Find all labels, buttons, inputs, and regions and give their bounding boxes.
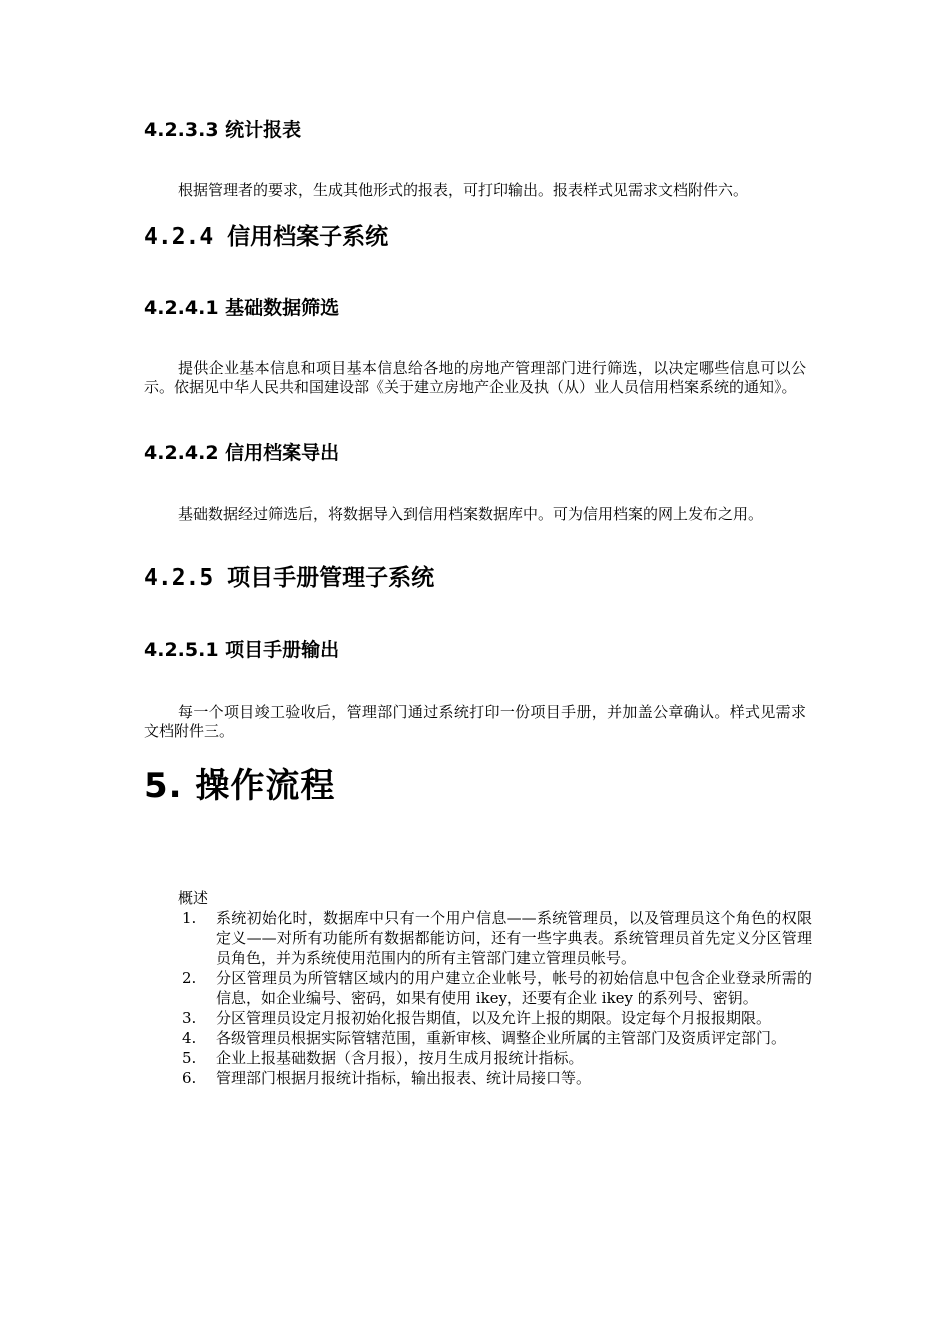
list-item-number: 2. <box>182 969 197 987</box>
heading-4-2-4-1: 4.2.4.1 基础数据筛选 <box>144 297 340 319</box>
paragraph-project-handbook-output: 每一个项目竣工验收后，管理部门通过系统打印一份项目手册，并加盖公章确认。样式见需求文档附件三。 <box>144 703 806 740</box>
list-item <box>144 1028 812 1048</box>
list-item-number: 1. <box>182 909 197 927</box>
list-item-text: 管理部门根据月报统计指标，输出报表、统计局接口等。 <box>216 1069 592 1087</box>
list-item-number: 6. <box>182 1069 197 1087</box>
paragraph-statistics-report: 根据管理者的要求，生成其他形式的报表，可打印输出。报表样式见需求文档附件六。 <box>178 181 749 199</box>
heading-4-2-5-1: 4.2.5.1 项目手册输出 <box>144 639 340 661</box>
list-item <box>144 968 812 1008</box>
list-item <box>144 1008 812 1028</box>
list-item-text: 分区管理员为所管辖区域内的用户建立企业帐号，帐号的初始信息中包含企业登录所需的信息，如企业编号、密码，如果有使用 ikey，还要有企业 ikey 的系列号、密钥。 <box>216 969 812 1007</box>
heading-4-2-3-3: 4.2.3.3 统计报表 <box>144 119 302 141</box>
list-item-text: 系统初始化时，数据库中只有一个用户信息——系统管理员，以及管理员这个角色的权限定义——对所有功能所有数据都能访问，还有一些字典表。系统管理员首先定义分区管理员角色，并为系统使用范围内的所有主管部门建立管理员帐号。 <box>216 909 812 967</box>
heading-4-2-4-2: 4.2.4.2 信用档案导出 <box>144 442 340 464</box>
paragraph-basic-data-filter: 提供企业基本信息和项目基本信息给各地的房地产管理部门进行筛选，以决定哪些信息可以公示。依据见中华人民共和国建设部《关于建立房地产企业及执（从）业人员信用档案系统的通知》。 <box>144 359 806 396</box>
heading-5-operation-flow: 5. 操作流程 <box>144 766 336 806</box>
paragraph-credit-archive-export: 基础数据经过筛选后，将数据导入到信用档案数据库中。可为信用档案的网上发布之用。 <box>178 505 764 523</box>
list-item-text: 分区管理员设定月报初始化报告期值，以及允许上报的期限。设定每个月报报期限。 <box>216 1009 772 1027</box>
list-item-number: 4. <box>182 1029 197 1047</box>
operation-steps-list <box>144 908 812 1088</box>
list-item <box>144 1048 812 1068</box>
heading-4-2-4: 4.2.4 信用档案子系统 <box>144 224 389 250</box>
list-item-number: 5. <box>182 1049 197 1067</box>
list-item-text: 各级管理员根据实际管辖范围，重新审核、调整企业所属的主管部门及资质评定部门。 <box>216 1029 787 1047</box>
list-item <box>144 1068 812 1088</box>
list-item-text: 企业上报基础数据（含月报），按月生成月报统计指标。 <box>216 1049 584 1067</box>
list-item-number: 3. <box>182 1009 197 1027</box>
list-item <box>144 908 812 968</box>
overview-label: 概述 <box>178 889 209 907</box>
heading-4-2-5: 4.2.5 项目手册管理子系统 <box>144 565 435 591</box>
